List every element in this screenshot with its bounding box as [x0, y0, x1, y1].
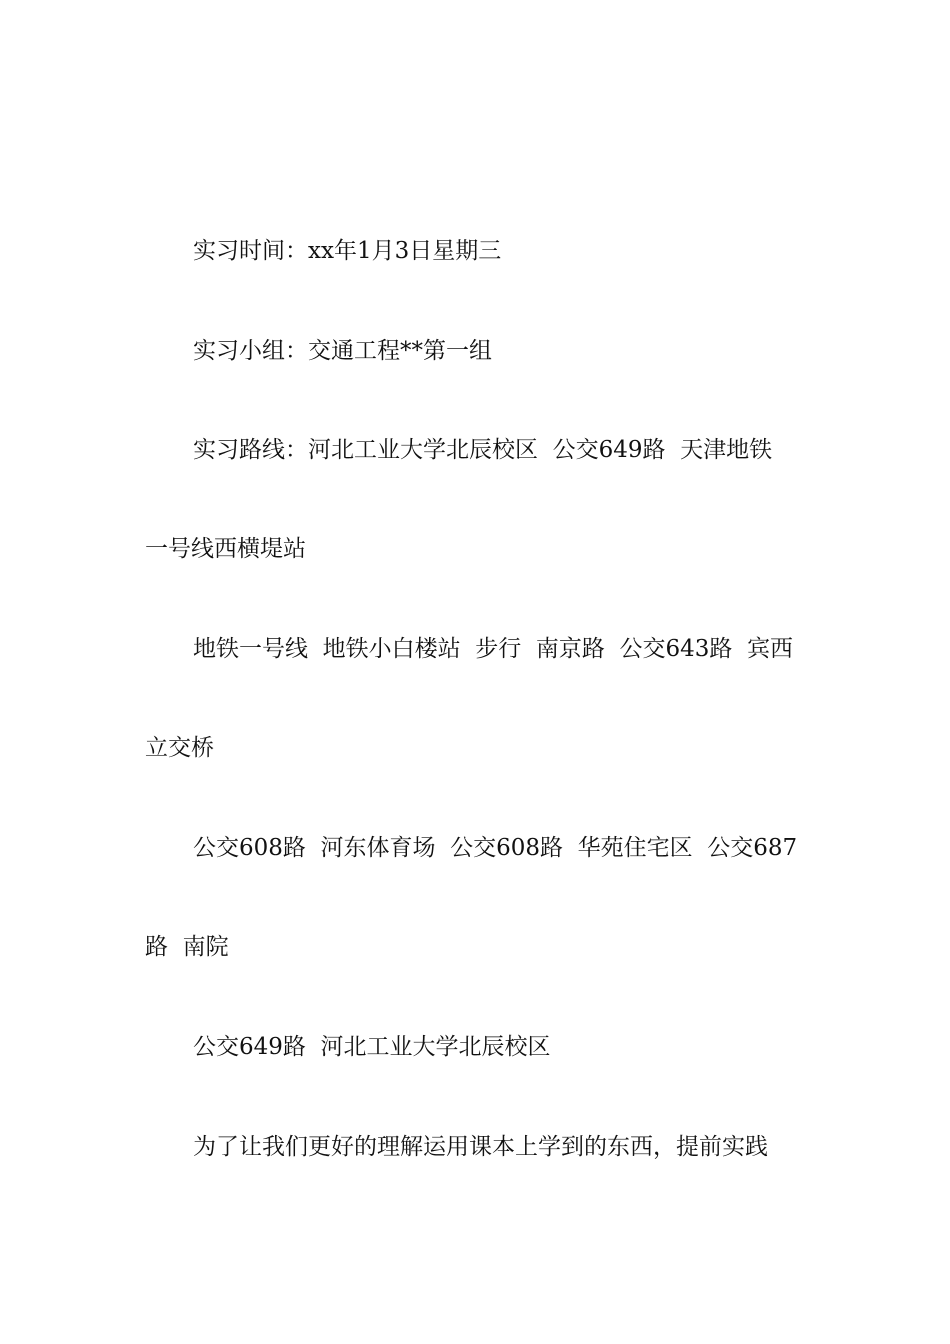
route-segment-line: 地铁一号线 地铁小白楼站 步行 南京路 公交643路 宾西: [193, 636, 794, 662]
route-continuation-line: 一号线西横堤站: [145, 536, 306, 562]
route-segment-line: 公交649路 河北工业大学北辰校区: [193, 1034, 551, 1060]
internship-time-line: 实习时间：xx年1月3日星期三: [193, 238, 502, 264]
internship-route-line: 实习路线：河北工业大学北辰校区 公交649路 天津地铁: [193, 437, 773, 463]
route-segment-line: 公交608路 河东体育场 公交608路 华苑住宅区 公交687: [193, 835, 798, 861]
body-paragraph-line: 为了让我们更好的理解运用课本上学到的东西，提前实践: [193, 1134, 768, 1160]
internship-group-line: 实习小组：交通工程**第一组: [193, 338, 492, 364]
route-continuation-line: 立交桥: [145, 735, 214, 761]
route-continuation-line: 路 南院: [145, 934, 229, 960]
